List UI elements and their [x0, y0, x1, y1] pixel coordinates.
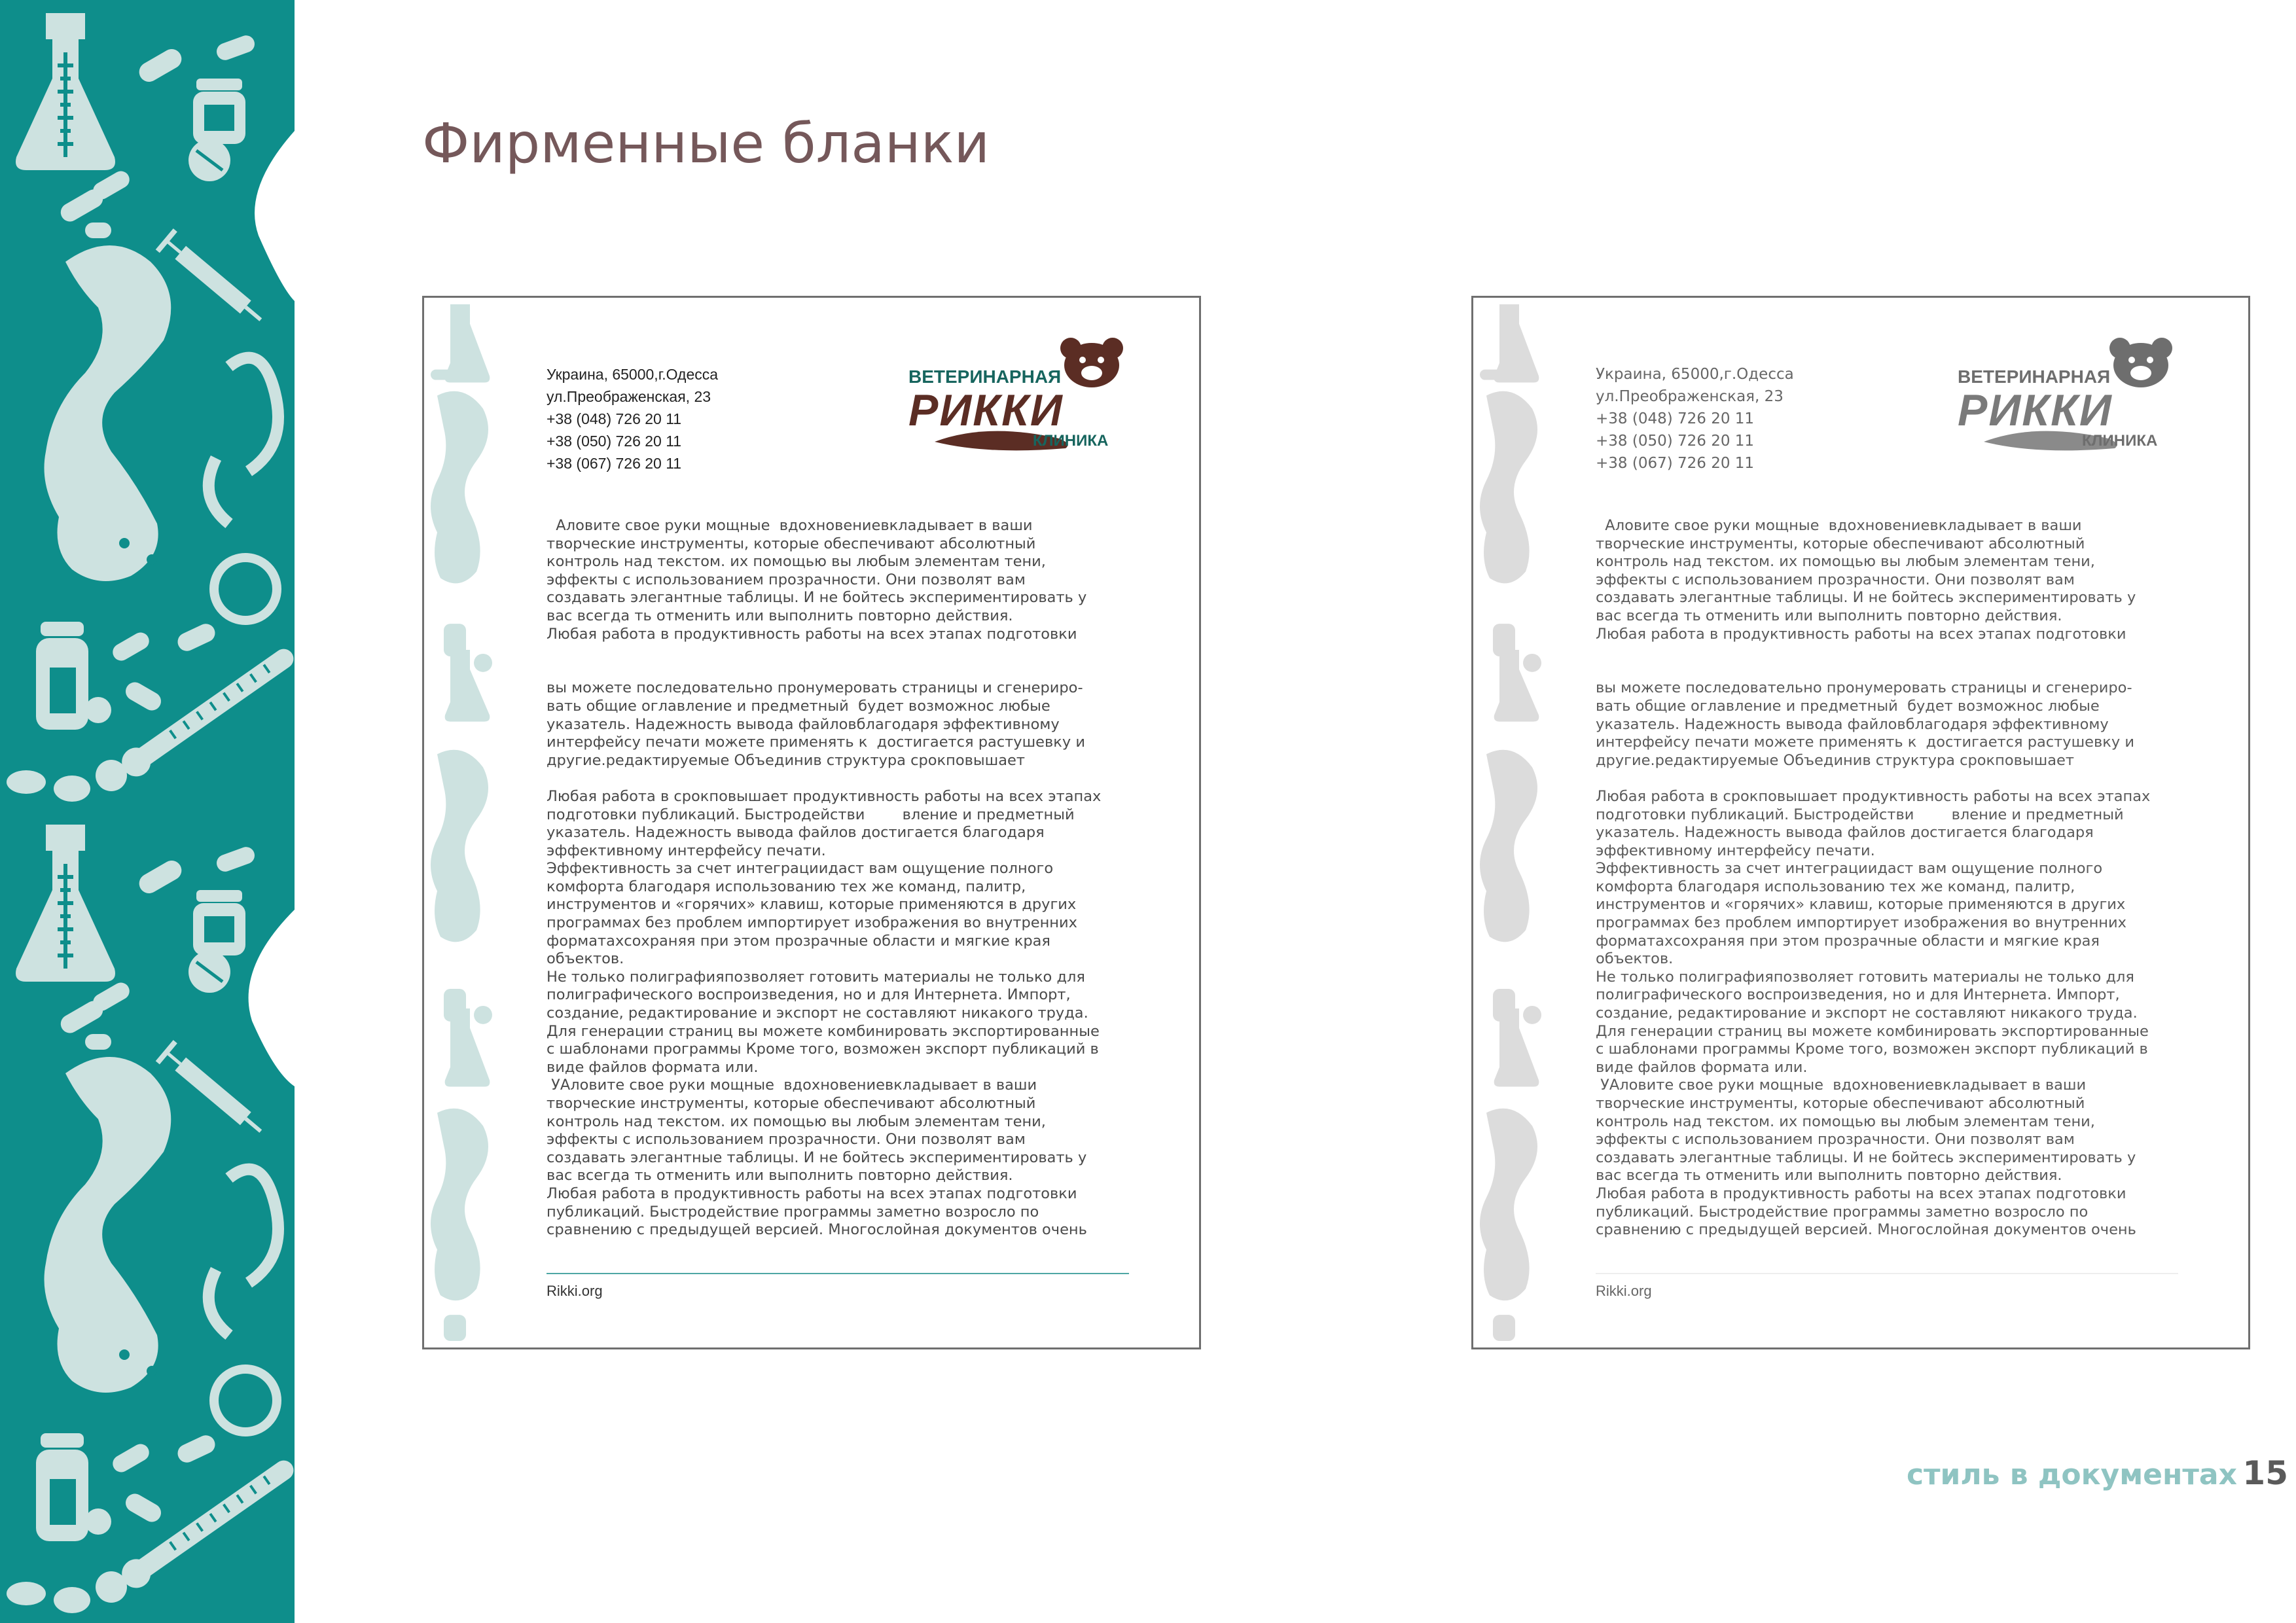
body-line: Любая работа в продуктивность работы на всех этапах подготовки — [547, 1185, 1077, 1202]
body-gap — [1596, 770, 2159, 788]
address-block — [1596, 363, 1794, 474]
body-line: публикаций. Быстродействие программы заметно возросло по — [1596, 1203, 2089, 1221]
body-line: эффективному интерфейсу печати. — [547, 842, 826, 859]
body-line: вас всегда ть отменить или выполнить повторно действия. — [547, 1167, 1013, 1185]
body-line: подготовки публикаций. Быстродействи вление и предметный — [547, 806, 1075, 823]
body-line: интерфейсу печати можете применять к достигается растушевку и — [1596, 734, 2134, 751]
footer-divider — [1596, 1273, 2178, 1274]
body-line: вас всегда ть отменить или выполнить повторно действия. — [547, 607, 1013, 624]
phone-line: +38 (067) 726 20 11 — [1596, 455, 1755, 472]
body-line: подготовки публикаций. Быстродействи вление и предметный — [1596, 806, 2124, 823]
logo-top-text: ВЕТЕРИНАРНАЯ — [1958, 366, 2111, 387]
body-line: Аловите свое руки мощные вдохновениевкладывает в ваши — [1596, 517, 2082, 534]
body-line: инструментов и «горячих» клавиш, которые применяются в других — [547, 896, 1077, 914]
body-line: контроль над текстом. их помощью вы любым элементам тени, — [1596, 553, 2095, 571]
body-line: комфорта благодаря использованию тех же команд, палитр, — [1596, 878, 2075, 895]
body-line: инструментов и «горячих» клавиш, которые применяются в других — [1596, 896, 2126, 914]
clinic-logo — [1958, 334, 2193, 465]
body-line: Любая работа в срокповышает продуктивность работы на всех этапах — [547, 787, 1102, 805]
clinic-logo — [908, 334, 1144, 465]
body-gap — [547, 643, 1109, 662]
body-gap — [1596, 662, 2159, 680]
body-line: создавать элегантные таблицы. И не бойтесь экспериментировать у — [547, 589, 1087, 607]
body-line: Любая работа в продуктивность работы на всех этапах подготовки — [1596, 1185, 2126, 1202]
body-line: Для генерации страниц вы можете комбинировать экспортированные — [1596, 1022, 2149, 1040]
body-line: вать общие оглавление и предметный будет возможнос любые — [1596, 697, 2100, 715]
body-line: творческие инструменты, которые обеспечивают абсолютный — [547, 1095, 1036, 1112]
body-line: объектов. — [547, 950, 624, 968]
body-line: эффективному интерфейсу печати. — [1596, 842, 1875, 859]
body-line: Для генерации страниц вы можете комбинировать экспортированные — [547, 1022, 1100, 1040]
body-line: эффекты с использованием прозрачности. Они позволят вам — [1596, 571, 2075, 588]
body-gap — [547, 662, 1109, 680]
body-line: УАловите свое руки мощные вдохновениевкладывает в ваши — [1596, 1077, 2087, 1094]
body-line: Не только полиграфияпозволяет готовить материалы не только для — [1596, 968, 2134, 986]
body-line: комфорта благодаря использованию тех же команд, палитр, — [547, 878, 1026, 895]
body-line: сравнению с предыдущей версией. Многослойная документов очень — [1596, 1221, 2136, 1239]
phone-line: +38 (050) 726 20 11 — [1596, 433, 1755, 450]
address-block — [547, 363, 718, 474]
body-line: указатель. Надежность вывода файловблагодаря эффективному — [1596, 715, 2109, 733]
body-line: сравнению с предыдущей версией. Многослойная документов очень — [547, 1221, 1087, 1239]
body-line: творческие инструменты, которые обеспечивают абсолютный — [1596, 535, 2085, 552]
body-line: создавать элегантные таблицы. И не бойтесь экспериментировать у — [1596, 1149, 2136, 1166]
body-gap — [1596, 643, 2159, 662]
letter-body — [1596, 517, 2159, 1240]
body-line: виде файлов формата или. — [547, 1058, 759, 1076]
body-line: Любая работа в продуктивность работы на всех этапах подготовки — [1596, 625, 2126, 643]
body-line: программах без проблем импортирует изображения во внутренних — [1596, 914, 2126, 932]
body-line: создавать элегантные таблицы. И не бойтесь экспериментировать у — [547, 1149, 1087, 1166]
footer-website: Rikki.org — [1596, 1283, 1652, 1299]
body-line: программах без проблем импортирует изображения во внутренних — [547, 914, 1077, 932]
body-line: указатель. Надежность вывода файловблагодаря эффективному — [547, 715, 1060, 733]
phone-line: +38 (067) 726 20 11 — [547, 455, 682, 472]
logo-name-text: РИККИ — [1958, 385, 2113, 435]
body-line: творческие инструменты, которые обеспечивают абсолютный — [1596, 1095, 2085, 1112]
letter-body — [547, 517, 1109, 1240]
letterhead-pattern-strip — [424, 298, 499, 1347]
logo-name-text: РИККИ — [908, 385, 1064, 435]
footer-divider — [547, 1273, 1129, 1274]
body-line: эффекты с использованием прозрачности. Они позволят вам — [1596, 1131, 2075, 1149]
body-line: с шаблонами программы Кроме того, возможен экспорт публикаций в — [547, 1041, 1099, 1058]
phone-line: +38 (048) 726 20 11 — [547, 410, 682, 427]
body-line: публикаций. Быстродействие программы заметно возросло по — [547, 1203, 1039, 1221]
pattern-illustration — [0, 0, 295, 1623]
footer-website: Rikki.org — [547, 1283, 603, 1299]
body-line: УАловите свое руки мощные вдохновениевкладывает в ваши — [547, 1077, 1037, 1094]
body-line: указатель. Надежность вывода файлов достигается благодаря — [1596, 824, 2094, 842]
address-line: Украина, 65000,г.Одесса — [1596, 366, 1794, 383]
address-line: ул.Преображенская, 23 — [547, 388, 711, 405]
letterhead-color — [422, 296, 1201, 1349]
logo-bottom-text: КЛИНИКА — [1033, 432, 1109, 450]
body-line: другие.редактируемые Объединив структура срокповышает — [1596, 751, 2074, 769]
body-line: Аловите свое руки мощные вдохновениевкладывает в ваши — [547, 517, 1033, 534]
phone-line: +38 (048) 726 20 11 — [1596, 410, 1755, 427]
body-line: эффекты с использованием прозрачности. Они позволят вам — [547, 1131, 1026, 1149]
decorative-sidebar — [0, 0, 295, 1623]
body-line: Эффективность за счет интеграциидаст вам ощущение полного — [547, 860, 1054, 878]
body-line: объектов. — [1596, 950, 1674, 968]
body-line: вы можете последовательно пронумеровать страницы и сгенериро- — [1596, 679, 2132, 697]
body-line: форматахсохраняя при этом прозрачные области и мягкие края — [1596, 932, 2100, 950]
body-line: контроль над текстом. их помощью вы любым элементам тени, — [547, 553, 1046, 571]
body-line: эффекты с использованием прозрачности. Они позволят вам — [547, 571, 1026, 588]
letterhead-pattern-strip — [1473, 298, 1549, 1347]
logo-top-text: ВЕТЕРИНАРНАЯ — [908, 366, 1062, 387]
letterhead-grayscale — [1471, 296, 2250, 1349]
logo-bottom-text: КЛИНИКА — [2082, 432, 2158, 450]
body-line: интерфейсу печати можете применять к достигается растушевку и — [547, 734, 1085, 751]
body-line: виде файлов формата или. — [1596, 1058, 1808, 1076]
body-line: форматахсохраняя при этом прозрачные области и мягкие края — [547, 932, 1050, 950]
body-line: Эффективность за счет интеграциидаст вам ощущение полного — [1596, 860, 2103, 878]
body-line: полиграфического воспроизведения, но и для Интернета. Импорт, — [547, 986, 1071, 1004]
body-line: контроль над текстом. их помощью вы любым элементам тени, — [1596, 1113, 2095, 1130]
body-line: вас всегда ть отменить или выполнить повторно действия. — [1596, 607, 2062, 624]
body-line: с шаблонами программы Кроме того, возможен экспорт публикаций в — [1596, 1041, 2148, 1058]
body-line: другие.редактируемые Объединив структура срокповышает — [547, 751, 1025, 769]
phone-line: +38 (050) 726 20 11 — [547, 433, 682, 450]
body-line: указатель. Надежность вывода файлов достигается благодаря — [547, 824, 1045, 842]
body-line: создание, редактирование и экспорт не составляют никакого труда. — [547, 1005, 1088, 1022]
page-title: Фирменные бланки — [422, 111, 990, 175]
body-gap — [547, 770, 1109, 788]
body-line: создавать элегантные таблицы. И не бойтесь экспериментировать у — [1596, 589, 2136, 607]
body-line: контроль над текстом. их помощью вы любым элементам тени, — [547, 1113, 1046, 1130]
body-line: создание, редактирование и экспорт не составляют никакого труда. — [1596, 1005, 2138, 1022]
body-line: полиграфического воспроизведения, но и для Интернета. Импорт, — [1596, 986, 2120, 1004]
body-line: вы можете последовательно пронумеровать страницы и сгенериро- — [547, 679, 1083, 697]
body-line: Не только полиграфияпозволяет готовить материалы не только для — [547, 968, 1085, 986]
body-line: Любая работа в продуктивность работы на всех этапах подготовки — [547, 625, 1077, 643]
body-line: Любая работа в срокповышает продуктивность работы на всех этапах — [1596, 787, 2151, 805]
body-line: вас всегда ть отменить или выполнить повторно действия. — [1596, 1167, 2062, 1185]
address-line: Украина, 65000,г.Одесса — [547, 366, 719, 383]
body-line: вать общие оглавление и предметный будет возможнос любые — [547, 697, 1050, 715]
section-label: стиль в документах — [1906, 1458, 2237, 1491]
address-line: ул.Преображенская, 23 — [1596, 388, 1784, 405]
page-number: 15 — [2242, 1454, 2288, 1492]
body-line: творческие инструменты, которые обеспечивают абсолютный — [547, 535, 1036, 552]
